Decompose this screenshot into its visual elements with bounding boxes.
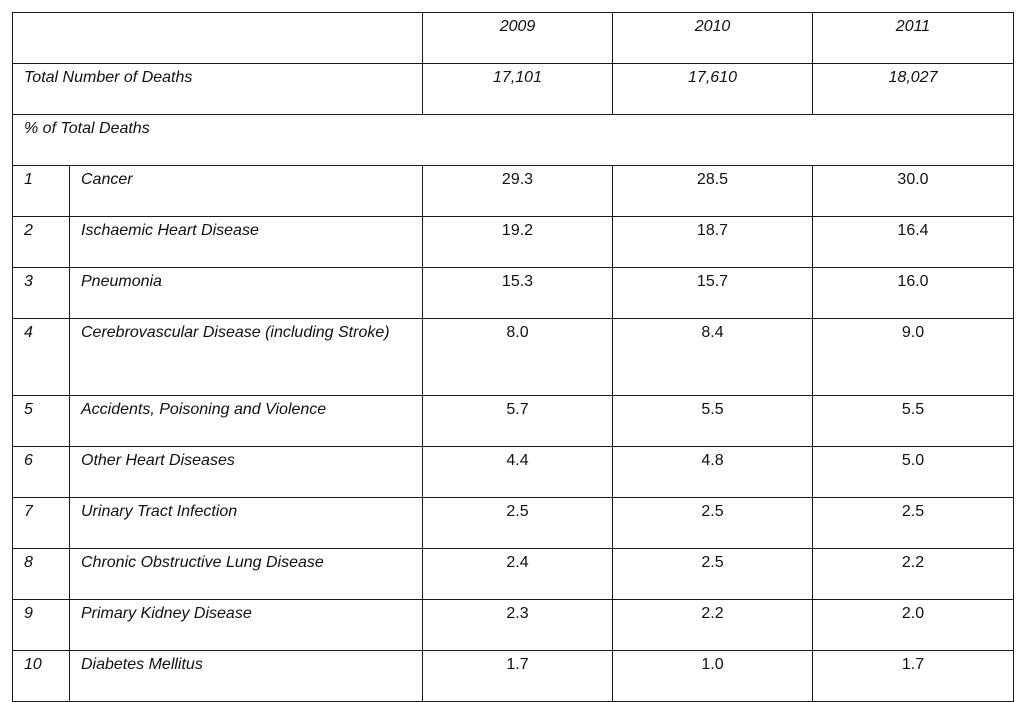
total-deaths-2011: 18,027	[813, 64, 1014, 115]
cause-value-2009: 2.3	[423, 600, 613, 651]
percent-section-label: % of Total Deaths	[13, 115, 1014, 166]
cause-row	[13, 447, 1014, 498]
cause-row	[13, 268, 1014, 319]
cause-name: Cerebrovascular Disease (including Stroke)	[70, 319, 423, 396]
cause-row	[13, 319, 1014, 396]
total-deaths-row	[13, 64, 1014, 115]
cause-value-2011: 5.0	[813, 447, 1014, 498]
cause-rank: 4	[13, 319, 70, 396]
year-header-2009: 2009	[423, 13, 613, 64]
cause-rank: 2	[13, 217, 70, 268]
cause-value-2010: 5.5	[613, 396, 813, 447]
cause-name: Diabetes Mellitus	[70, 651, 423, 702]
cause-rank: 8	[13, 549, 70, 600]
cause-row	[13, 498, 1014, 549]
total-deaths-2009: 17,101	[423, 64, 613, 115]
cause-row	[13, 396, 1014, 447]
cause-rank: 6	[13, 447, 70, 498]
cause-row	[13, 549, 1014, 600]
cause-value-2009: 1.7	[423, 651, 613, 702]
cause-value-2011: 16.4	[813, 217, 1014, 268]
cause-name: Cancer	[70, 166, 423, 217]
cause-rank: 10	[13, 651, 70, 702]
cause-value-2009: 15.3	[423, 268, 613, 319]
cause-value-2010: 1.0	[613, 651, 813, 702]
cause-rank: 1	[13, 166, 70, 217]
cause-row	[13, 651, 1014, 702]
cause-name: Other Heart Diseases	[70, 447, 423, 498]
total-deaths-2010: 17,610	[613, 64, 813, 115]
cause-value-2010: 2.5	[613, 498, 813, 549]
cause-row	[13, 217, 1014, 268]
cause-value-2009: 19.2	[423, 217, 613, 268]
header-row	[13, 13, 1014, 64]
cause-value-2010: 18.7	[613, 217, 813, 268]
cause-value-2011: 1.7	[813, 651, 1014, 702]
cause-rank: 3	[13, 268, 70, 319]
cause-value-2011: 30.0	[813, 166, 1014, 217]
cause-value-2011: 2.5	[813, 498, 1014, 549]
cause-value-2011: 2.0	[813, 600, 1014, 651]
cause-value-2010: 15.7	[613, 268, 813, 319]
cause-value-2009: 29.3	[423, 166, 613, 217]
cause-value-2009: 8.0	[423, 319, 613, 396]
cause-name: Primary Kidney Disease	[70, 600, 423, 651]
cause-value-2009: 5.7	[423, 396, 613, 447]
cause-value-2010: 4.8	[613, 447, 813, 498]
year-header-2011: 2011	[813, 13, 1014, 64]
cause-rank: 7	[13, 498, 70, 549]
total-deaths-label: Total Number of Deaths	[13, 64, 423, 115]
cause-value-2011: 2.2	[813, 549, 1014, 600]
cause-value-2010: 28.5	[613, 166, 813, 217]
cause-name: Pneumonia	[70, 268, 423, 319]
cause-value-2011: 16.0	[813, 268, 1014, 319]
year-header-2010: 2010	[613, 13, 813, 64]
cause-value-2011: 9.0	[813, 319, 1014, 396]
cause-value-2010: 8.4	[613, 319, 813, 396]
cause-value-2011: 5.5	[813, 396, 1014, 447]
cause-rank: 9	[13, 600, 70, 651]
cause-value-2010: 2.5	[613, 549, 813, 600]
cause-name: Accidents, Poisoning and Violence	[70, 396, 423, 447]
cause-rank: 5	[13, 396, 70, 447]
header-blank-cell	[13, 13, 423, 64]
cause-value-2009: 4.4	[423, 447, 613, 498]
cause-row	[13, 600, 1014, 651]
deaths-table-body	[13, 13, 1014, 702]
cause-name: Ischaemic Heart Disease	[70, 217, 423, 268]
cause-value-2010: 2.2	[613, 600, 813, 651]
cause-value-2009: 2.4	[423, 549, 613, 600]
cause-name: Chronic Obstructive Lung Disease	[70, 549, 423, 600]
cause-value-2009: 2.5	[423, 498, 613, 549]
deaths-table	[12, 12, 1014, 702]
cause-row	[13, 166, 1014, 217]
percent-section-row	[13, 115, 1014, 166]
cause-name: Urinary Tract Infection	[70, 498, 423, 549]
